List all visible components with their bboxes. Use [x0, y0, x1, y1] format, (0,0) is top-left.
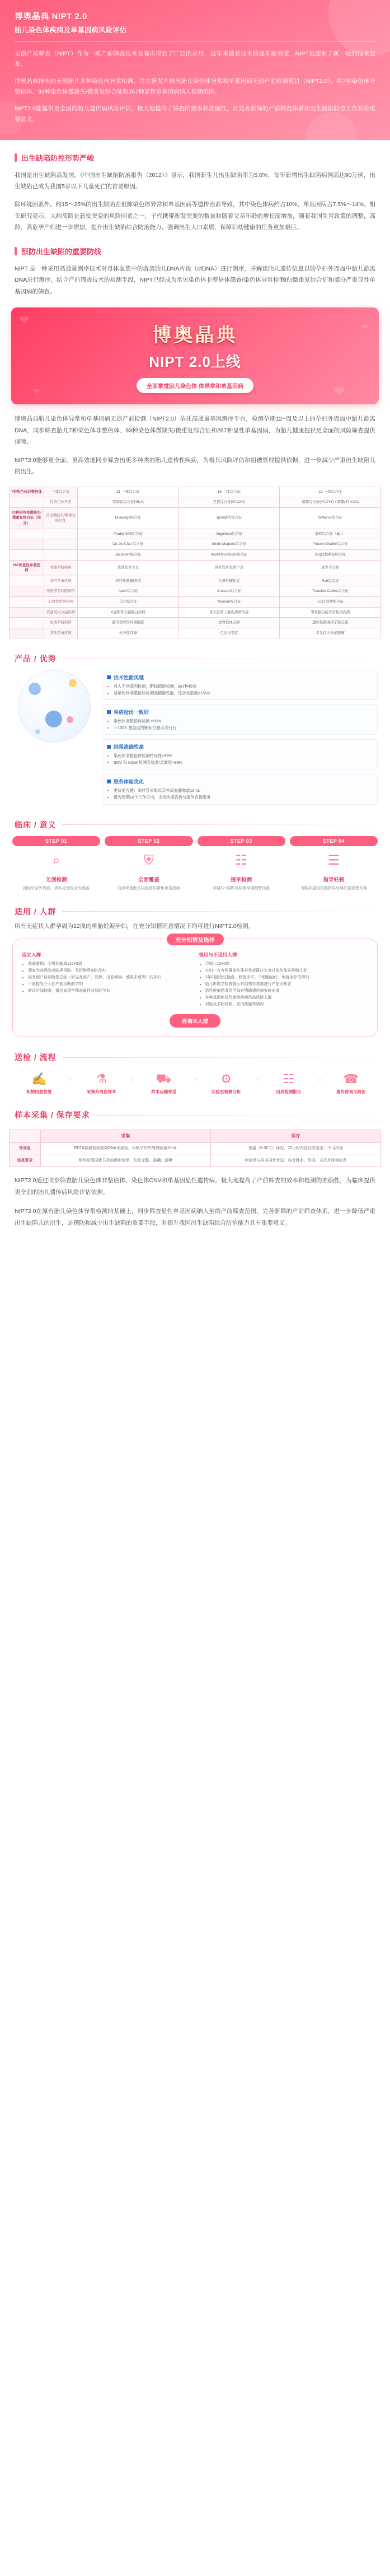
table-row-subhead: 性染色体异常 — [44, 497, 78, 508]
table-row-subhead: 代谢及内分泌疾病 — [44, 607, 78, 618]
table-row-subhead: 常见微缺失/微重复综合征 — [44, 507, 78, 529]
step-tag: STEP 03 — [198, 836, 285, 846]
divider — [15, 41, 375, 42]
table-row — [10, 628, 381, 638]
truck-icon: ⛟ — [156, 1071, 172, 1085]
step-desc: 同步筛查胎儿染色体异常和单基因病 — [117, 886, 180, 890]
advantage-card — [102, 670, 378, 700]
table-cell: 遗传性球形红细胞症 — [78, 618, 179, 628]
table-cell: Potocki-Shaffer综合征 — [280, 539, 381, 550]
advantage-illustration — [12, 670, 96, 743]
process-step-label: 知情同意签署 — [26, 1089, 52, 1095]
consult-button[interactable]: 咨询本人群 — [170, 1014, 221, 1028]
table-row — [10, 618, 381, 628]
clinical-step — [198, 836, 285, 892]
process-step — [322, 1070, 380, 1095]
table-row-head: 外周血 — [10, 1143, 41, 1155]
table-cell: 结节性硬化症 — [178, 576, 280, 586]
doc-icon: ☰ — [327, 853, 340, 868]
table-row — [10, 549, 381, 560]
process-step-label: 出具检测报告 — [276, 1089, 302, 1095]
section-title: 出生缺陷防控形势严峻 — [21, 153, 95, 162]
advantage-card-title — [107, 708, 373, 716]
sample-table-header: 采集 — [41, 1130, 211, 1143]
sample-table-header: 保存 — [211, 1130, 381, 1143]
hero-banner — [0, 0, 390, 140]
table-cell: 马凡综合征 — [78, 596, 179, 607]
tube-icon: ⚗ — [96, 1072, 107, 1086]
step-tag: STEP 04 — [290, 836, 378, 846]
list-item: • 胎儿影像学检查提示有结构异常需进行产前诊断者 — [205, 981, 369, 988]
process-step — [198, 1070, 256, 1095]
table-cell: 21-三体综合征 — [78, 487, 179, 497]
suitable-column-right — [199, 951, 369, 1007]
decorative-dot — [69, 679, 77, 687]
chevron-right-icon: › — [194, 1075, 196, 1083]
table-row — [10, 560, 381, 576]
step-name: 无创检测 — [45, 876, 67, 883]
table-row-head: 267种显性单基因病 — [10, 560, 44, 576]
table-row-head — [10, 549, 44, 560]
hands-icon: ✍ — [31, 1072, 47, 1086]
clinical-title: 临床 / 意义 — [15, 820, 57, 829]
banner-brand: 博奥晶典 — [152, 325, 238, 347]
sample-table-wrapper — [0, 1121, 390, 1167]
chevron-right-icon: › — [69, 1075, 72, 1083]
table-row-head — [10, 529, 44, 539]
footer-paragraph: NIPT2.0在原有胎儿染色体异常检测的基础上，同步筛查显性单基因病纳入至的产前筛查范围，完善新筛的产前筛查体系，进一步降低严重出生缺陷儿的出生，是预防和减少出生缺陷的重要手段，对提升我国出生缺陷综合防治能力具有重要意义。 — [15, 1208, 375, 1226]
search-icon: ⌕ — [52, 852, 60, 868]
list-item: • SNV 和 InDel 检测有效度/灵敏度>99% — [114, 759, 373, 766]
sample-table — [9, 1130, 381, 1167]
hero-paragraph: NiPT2.0能提供更全面的胎儿遗传病风险评估，极大地提高了筛查的效率和准确性，对完善新筛的产前筛查体系和出生缺陷防控工作具有重要意义。 — [15, 105, 375, 123]
list-item: • 因有创产前诊断禁忌症（如先兆流产、发热、出血倾向、感染未愈等）的孕妇 — [28, 974, 191, 981]
step-tag: STEP 01 — [12, 836, 100, 846]
list-item: • 成人无创基因检测，靶标精准检测；367种疾病 — [114, 683, 373, 690]
table-row-subhead: 骨骼系统疾病 — [44, 560, 78, 576]
advantage-card-list — [107, 753, 373, 766]
table-row-subhead: 神经系统疾病 — [44, 576, 78, 586]
table-cell: Noonan综合征 — [178, 596, 280, 607]
suitable-card-title: 充分知情及选择 — [167, 934, 224, 945]
accent-bar — [15, 153, 17, 162]
divider — [62, 1057, 375, 1058]
advantage-card-list — [107, 718, 373, 731]
table-cell: 超雄综合征(47,XYY) / 超雌(47,XXX) — [280, 497, 381, 508]
bullet-square-icon — [107, 745, 111, 749]
divider — [96, 1115, 375, 1116]
table-row-subhead — [44, 529, 78, 539]
table-cell: 18-三体综合征 — [178, 487, 280, 497]
table-cell: Jacobsen综合征 — [78, 549, 179, 560]
table-row — [10, 576, 381, 586]
clinical-step — [290, 836, 378, 892]
table-cell: 22q11微重复综合征 — [280, 549, 381, 560]
advantage-card-title — [107, 778, 373, 785]
table-cell: 遗传性凝血因子缺乏症 — [280, 618, 381, 628]
table-cell: 先天性肾上腺皮质增生症 — [178, 607, 280, 618]
lab-icon: ⚙ — [220, 1072, 232, 1086]
list-item: • 恶性肿瘤患者及孕妇有明确遗传病家族史者 — [205, 988, 369, 995]
process-title: 送检 / 流程 — [15, 1053, 57, 1062]
table-cell: 13-三体综合征 — [280, 487, 381, 497]
list-item: • 孕周＜12+0周 — [205, 961, 369, 968]
table-row-head — [10, 596, 44, 607]
table-row-subhead: 其他系统疾病 — [44, 628, 78, 638]
advantage-card — [102, 739, 378, 769]
table-cell: Angelman综合征 — [178, 529, 280, 539]
coverage-table — [9, 487, 381, 639]
consult-icon: ☎ — [343, 1072, 359, 1086]
page-title: 博奥晶典 NIPT 2.0 — [15, 12, 87, 21]
suitable-card — [12, 939, 378, 1037]
advantage-card-title — [107, 674, 373, 681]
table-row — [10, 539, 381, 550]
hero-paragraph: 博奥晶典推出的无创胎儿多种染色体异常检测，旨在研发并推出胎儿染色体异常和单基因病无创产前检测项目（NIPT2.0），将7种染色体非整倍体、93种染色体微缺失/微重复综合征和267种显性单基因病纳入检测范围。 — [15, 77, 375, 96]
shield-icon: ⛨ — [143, 852, 154, 868]
coverage-table-wrapper — [0, 478, 390, 639]
list-item: • 报告周期10个工作日内，支持快速咨询与遗传咨询服务 — [114, 794, 373, 801]
step-desc: 抽取母亲外周血，真实无创安全无痛苦 — [23, 886, 90, 890]
banner-tagline — [137, 378, 253, 393]
table-cell: 成骨不全症 — [280, 560, 381, 576]
table-cell: 填写知情同意书及检测申请单，信息完整、准确、清晰 — [41, 1155, 211, 1167]
table-row-subhead: 三体综合征 — [44, 487, 78, 497]
banner-product: NIPT 2.0上线 — [149, 353, 241, 371]
table-cell: Cri-Du-Chat 综合征 — [78, 539, 179, 550]
list-item: • 染色体非整倍体检测特异性>99% — [114, 753, 373, 759]
banner-followup-paragraph: 博奥晶典胎儿染色体异常和单基因病无创产前检测（NIPT2.0）依托高通量基因测序平台，检测孕期12+周及以上的孕妇外周血中胎儿游离DNA，同步筛查胎儿7种染色体非整倍体、93种染色体微缺失/微重复综合征和267种显性单基因病，为胎儿健康提供更全面的风险筛查提供保障。 — [15, 416, 375, 446]
list-item: • 1年内接受过输血、移植手术、干细胞治疗、免疫治疗的孕妇 — [205, 974, 369, 981]
heart-icon: ❤ — [34, 387, 40, 396]
footer-paragraph: NIPT2.0通过同步筛查胎儿染色体非整倍体、染色体CNV和单基因显性遗传病，极大地提高了产前筛查的效率和检测的准确性，为临床提供更全面的胎儿遗传病风险评估依据。 — [15, 1177, 375, 1196]
process-step — [10, 1070, 68, 1095]
advantage-card-list — [107, 787, 373, 800]
table-row — [10, 529, 381, 539]
process-step — [260, 1070, 318, 1095]
table-row-subhead: 心血管系统疾病 — [44, 596, 78, 607]
suitable-left-heading: 适宜人群 — [22, 952, 41, 958]
table-cell: 甲状腺功能异常相关疾病 — [280, 607, 381, 618]
table-cell: Crouzon综合征 — [178, 586, 280, 597]
bullet-square-icon — [107, 780, 111, 783]
decorative-dot — [35, 729, 40, 734]
list-item: • 更快更方便：采样管采集母亲外周血静脉血10mL — [114, 787, 373, 794]
clinical-step — [105, 836, 192, 892]
advantage-card-title-text: 结果准确性高 — [114, 744, 144, 750]
table-row-head — [10, 576, 44, 586]
decorative-dot — [67, 716, 73, 723]
section-paragraph: NIPT 是一种采用高通量测序技术对母体血浆中的游离胎儿DNA片段（cfDNA）进行测序，并解读胎儿遗传信息以的孕妇外周血中胎儿游离DNA进行测序，结合产前筛查技术的检测手段，NIPT已经成为常见染色体非整倍体筛查/染色体异常检测的/微重复综合征和部分严重显性单基因病的筛查。 — [15, 265, 375, 295]
table-row — [10, 586, 381, 597]
table-row — [10, 487, 381, 497]
table-row — [10, 507, 381, 529]
list-item: • 各种基因病及代谢性疾病的高风险人群 — [205, 995, 369, 1001]
table-row — [10, 497, 381, 508]
table-row-subhead: 颅面部及四肢畸形 — [44, 586, 78, 597]
suitable-column-left — [22, 951, 191, 1007]
table-row-head — [10, 628, 44, 638]
advantage-card — [102, 774, 378, 804]
table-row — [10, 1143, 381, 1155]
step-name: 全面覆盖 — [138, 876, 159, 883]
table-row — [10, 1155, 381, 1167]
bottom-spacer — [0, 1229, 390, 1243]
step-tag: STEP 02 — [105, 836, 192, 846]
table-row-head: 7种染色体非整倍体 — [10, 487, 44, 497]
suitable-left-list — [22, 961, 191, 994]
table-row-subhead — [44, 549, 78, 560]
list-item: • 不愿接受介入性产前诊断的孕妇 — [28, 981, 191, 988]
report-icon: ☷ — [283, 1072, 294, 1086]
table-cell: 致死性骨发育不全 — [178, 560, 280, 576]
chevron-right-icon: › — [256, 1075, 259, 1083]
process-steps — [0, 1063, 390, 1095]
table-cell: 长QT间期综合征 — [280, 596, 381, 607]
clinical-steps — [0, 830, 390, 892]
list-item: • 夫妇一方有明确染色体异常或既往生育过染色体异常胎儿者 — [205, 968, 369, 974]
table-row — [10, 596, 381, 607]
advantage-heading — [0, 638, 390, 664]
bullet-square-icon — [107, 710, 111, 714]
accent-bar — [15, 247, 17, 255]
banner-tagline-line1: 全面掌觉胎儿染色体 — [146, 384, 197, 390]
suitable-heading — [0, 892, 390, 917]
process-heading — [0, 1037, 390, 1063]
chevron-right-icon: › — [131, 1075, 134, 1083]
table-row-head — [10, 586, 44, 597]
table-cell: Apert综合征 — [78, 586, 179, 597]
process-step-label: 实验室检测分析 — [212, 1089, 241, 1095]
list-item: • 筛查为高风险或临界风险，且拒绝穿刺的孕妇 — [28, 968, 191, 974]
table-row-head — [10, 618, 44, 628]
heart-icon: ❤ — [19, 313, 30, 328]
table-row-head: 信息要求 — [10, 1155, 41, 1167]
suitable-intro: 所有无症状人群孕周为12周的单胎妊娠孕妇，在充分知情同意情况下均可进行NIPT2.0检测。 — [15, 922, 255, 930]
table-row-head — [10, 607, 44, 618]
process-step — [73, 1070, 131, 1095]
sample-title: 样本采集 / 保存要求 — [15, 1110, 90, 1120]
table-cell: 先天性耳聋 — [78, 628, 179, 638]
step-desc: 为临床提供依据指导后续妊娠管理方案 — [300, 886, 367, 890]
suitable-title: 适用 / 人群 — [15, 907, 57, 916]
table-cell: EDTA抗凝管或游离DNA采血管，采集孕妇外周静脉血10mL — [41, 1143, 211, 1155]
list-item: • 活染色体非整倍体检测高精准性能，综合灵敏度>1/200 — [114, 690, 373, 697]
process-step-label: 样本运输寄送 — [151, 1089, 177, 1095]
section-title: 预防出生缺陷的重要防线 — [21, 247, 102, 256]
table-cell: 克氏综合征(47,XXY) — [178, 497, 280, 508]
table-cell: 室温（6-35℃）保存，72小时内送达实验室；不可冷冻 — [211, 1143, 381, 1155]
sample-table-corner — [10, 1130, 41, 1143]
decorative-dot — [45, 711, 62, 727]
infographic-page — [0, 0, 390, 1243]
table-cell: Wolf-Hirschhorn综合征 — [178, 549, 280, 560]
advantage-card-title-text: 单病检出一致好 — [114, 710, 149, 716]
process-step-label: 遗传咨询与随访 — [336, 1089, 366, 1095]
banner-tagline-line2: 体异常和单基因病 — [199, 384, 244, 390]
list-item: • 染色体非整倍体检测 >99% — [114, 718, 373, 725]
molecule-icon — [18, 670, 91, 743]
table-cell: 软骨发育不全 — [78, 560, 179, 576]
table-row-subhead: 血液系统疾病 — [44, 618, 78, 628]
advantage-card-list — [102, 670, 378, 804]
table-cell: 神经纤维瘤病I型 — [78, 576, 179, 586]
decorative-dot — [29, 683, 41, 695]
chevron-right-icon: › — [318, 1075, 321, 1083]
table-cell: Treacher Collins综合征 — [280, 586, 381, 597]
page-subtitle: 胎儿染色体疾病及单基因病风险评估 — [15, 26, 127, 34]
table-row-subhead — [44, 539, 78, 550]
advantage-card-list — [107, 683, 373, 696]
advantage-card-title — [107, 743, 373, 750]
section-heading-1 — [0, 140, 390, 166]
promo-banner — [11, 307, 379, 404]
bullet-square-icon — [107, 675, 111, 679]
list-item: • 就诊时间较晚，错过血清学筛查最佳时间的孕妇 — [28, 988, 191, 995]
divider — [62, 911, 375, 912]
table-cell: 特纳氏综合征(45,X) — [78, 497, 179, 508]
table-cell: Williams综合征 — [280, 507, 381, 529]
table-row-head — [10, 539, 44, 550]
table-cell: X连锁肾上腺脑白质病 — [78, 607, 179, 618]
table-row — [10, 607, 381, 618]
table-cell: 色素失禁症 — [178, 628, 280, 638]
sample-heading — [0, 1095, 390, 1121]
banner-followup-paragraph: NIPT2.0能够更全面、更高效地同步筛查出更多种类的胎儿遗传性疾病，为极具风险评估和组被管理提供依据，进一步减少严重出生缺陷儿的出生。 — [15, 456, 375, 475]
table-row-head: 93种染色体微缺失/微重复综合征（部分） — [10, 507, 44, 529]
clinical-step — [12, 836, 100, 892]
step-name: 提早检测 — [231, 876, 252, 883]
suitable-right-list — [199, 961, 369, 1007]
table-cell: Smith-Magenis综合征 — [178, 539, 280, 550]
advantage-title: 产品 / 优势 — [15, 654, 57, 664]
process-step-label: 采集外周血样本 — [87, 1089, 116, 1095]
list-item: • 双胎及多胎妊娠、宫内死胎等情况 — [205, 1001, 369, 1008]
table-cell: 申请单与样本同步寄送；核对姓名、孕周、末次月经等信息 — [211, 1155, 381, 1167]
advantage-card — [102, 704, 378, 735]
advantage-body — [0, 664, 390, 804]
advantage-card-title-text: 服务体验优化 — [114, 779, 144, 785]
table-cell: Prader-Willi综合征 — [78, 529, 179, 539]
clinical-heading — [0, 805, 390, 830]
heart-icon: ❤ — [333, 382, 345, 400]
table-cell: 血管性血友病 — [178, 618, 280, 628]
chart-icon: ☷ — [235, 853, 247, 868]
list-item: • ＞100X 覆盖度的靶标位置点次行行 — [114, 725, 373, 731]
divider — [62, 824, 375, 825]
table-cell: 猫叫综合征（5p-） — [280, 529, 381, 539]
list-item: • 普通要期：孕周妊娠周≥12+0周 — [28, 961, 191, 968]
advantage-card-title-text: 技术性能优越 — [114, 675, 144, 681]
table-row-head — [10, 497, 44, 508]
section-heading-2 — [0, 234, 390, 260]
suitable-right-heading: 慎用与不适用人群 — [199, 952, 237, 958]
heart-icon: ❤ — [361, 323, 369, 333]
table-cell: Rett综合征 — [280, 576, 381, 586]
hero-paragraph: 无创产前筛查（NIPT）作为一项产前筛查技术在临床得到了广泛的应用，近年来随着技术的逐步取突破，NIPT也迎来了新一轮的技术变革。 — [15, 50, 375, 68]
step-name: 指导妊娠 — [323, 876, 345, 883]
table-cell: 1p36缺失综合征 — [178, 507, 280, 529]
section-paragraph: 除环境因素外，约15～25%的出生缺陷由但陈染色体异常和单基因病等遗传因素导致，其中染色体病约占10%，单基因病占7.5%～14%。相关研究显示，大约高龄是新发突变的风险因素之一，子代携带新发突变的数量和随着父亲年龄的增长而增加，随着我国生育政策的调整，高龄、高危孕产妇进一步增加，提升出生缺陷综合防治能力，强调出生人口素质，保障妇幼健康的任务更加艰巨。 — [15, 201, 375, 231]
process-step — [135, 1070, 193, 1095]
table-cell: 多发性内分泌腺瘤 — [280, 628, 381, 638]
table-cell: DiGeorge综合征 — [78, 507, 179, 529]
step-desc: 孕期12+周即可检测早期预警风险 — [212, 886, 270, 890]
section-paragraph: 我国是出生缺陷高发国，《中国出生缺陷防治报告（2012）》显示，我国新生儿出生缺陷率为5.6%，每年新增出生缺陷病例高达90万例，出生缺陷已成为我国5岁以下儿童死亡的首要原因。 — [15, 171, 375, 190]
